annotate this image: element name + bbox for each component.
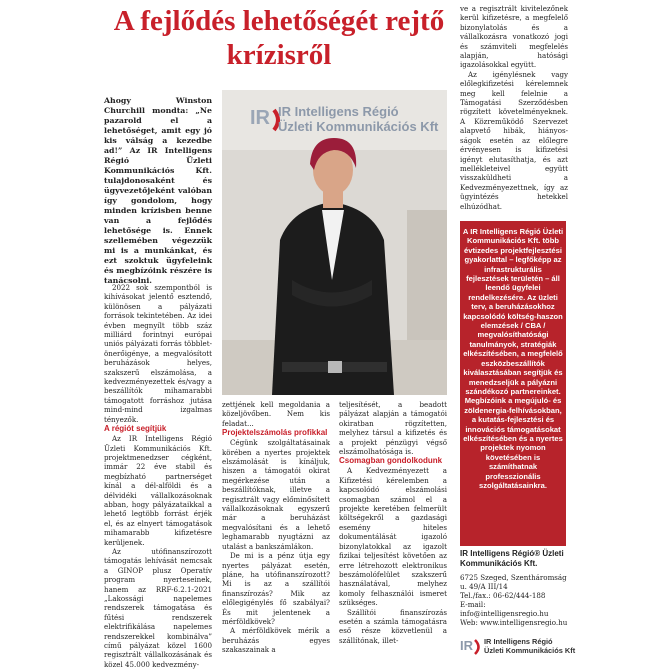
highlight-box: A IR Intelligens Régió Üzleti Kommunikációs Kft. több évtizedes projektfejlesztési gyakorlattal – legfőképp az infrastrukturális fejlesztések területén – áll leendő ügyfelei rendelkezésére. Az üzleti terv, a beruházásokhoz kapcsolódó költség-haszon elemzések / CBA / megvalósíthatósági tanulmányok, stratégiák elkészítésében, a megfelelő eszközbeszállítók kiválasztásában segítjük és menedzseljük a pályázni szándékozó partnereinket. Megbízóink a megújuló- és zöldenergia-felhívásokban, a kutatás-fejlesztési és innovációs támogatásokat elkészítésében és a nyertes projektek nyomon követésében is számíthatnak professzionális szolgáltatásainkra. bbox=[460, 221, 566, 546]
logo-line1: IR Intelligens Régió bbox=[484, 637, 553, 646]
contact-block bbox=[460, 549, 570, 627]
heading-package: Csomagban gondolkodunk bbox=[339, 456, 443, 466]
body-paragraph: Szállítói finanszírozás esetén a számla támogatásra eső része közvetlenül a szállítónak, illet- bbox=[339, 607, 447, 645]
wall-sign-line1: IR Intelligens Régió bbox=[278, 104, 399, 119]
heading-region: A régiót segítjük bbox=[104, 424, 167, 434]
column-2 bbox=[222, 400, 330, 655]
email: E-mail: info@intelligensregio.hu bbox=[460, 600, 549, 618]
footer-logo bbox=[460, 636, 580, 658]
body-paragraph: Az IR Intelligens Régió Üzleti Kommunikációs Kft. projektmenedzser cégként, immár 22 éve stabil és megbízható partnerséget kínál a dél-alföldi és a délvidéki vállalkozásoknak abban, hogy pályázataikkal a lehető legtöbb forrást érjék el, és az elnyert támogatások mihamarabb kifizetésre kerüljenek. bbox=[104, 434, 212, 547]
phone: Tel./fax.: 06-62/444-188 bbox=[460, 591, 546, 600]
portrait-photo bbox=[222, 90, 447, 395]
body-paragraph: teljesítését, a beadott pályázat alapján a támogatói okiratban rögzítetten, melyhez társul a kifizetés és a projekt pénzügyi végső elszámolhatósága is. bbox=[339, 400, 447, 457]
body-paragraph: zettjének kell megoldania a közeljövőben. Nem kis feladat... bbox=[222, 400, 330, 428]
column-1 bbox=[104, 283, 212, 669]
intro-paragraph: 2022 sok szempontból is kihívásokat jelentő esztendő, különösen a pályázati források tekintetében. Az idei évben megnyílt több száz milliárd forintnyi európai uniós pályázati forrás többlet-önerőigénye, a megvalósított beruházások helyes, szakszerű elszámolása, a kedvezményezettek és/vagy a beszállítók mihamarabbi támogatott forráshoz jutása mind-mind izgalmas tényezők. bbox=[104, 283, 212, 424]
body-paragraph: ve a regisztrált kivitelezőnek kerül kifizetésre, a megfelelő bizonylatolás és a vállalkozásra vonatkozó jogi és számviteli megfelelés alapján, hatósági igazolásokkal együtt. bbox=[460, 4, 568, 70]
address: 6725 Szeged, Szentháromság u. 49/A III/14 bbox=[460, 573, 567, 591]
column-3 bbox=[339, 400, 447, 645]
logo-line2: Üzleti Kommunikációs Kft bbox=[484, 646, 576, 655]
body-paragraph: De mi is a pénz útja egy nyertes pályázat esetén, pláne, ha utófinanszírozott? Mi is az a szállítói finanszírozás? Mik az előlegigénylés fő szabályai? És mit jelentenek a mérföldkövek? bbox=[222, 551, 330, 626]
wall-sign bbox=[278, 104, 438, 134]
article-title: A fejlődés lehetőségét rejtő krízisről bbox=[113, 5, 445, 71]
logo-mark: IR bbox=[460, 638, 473, 653]
logo-swoosh-icon bbox=[474, 639, 482, 655]
heading-project-accounting: Projektelszámolás profikkal bbox=[222, 428, 328, 438]
column-4 bbox=[460, 4, 568, 211]
body-paragraph: A Kedvezményezett a Kifizetési kérelemben a kapcsolódó elszámolási csomagban számol el a projekte keretében felmerült költségekről a gazdasági esemény hiteles dokumentálását igazoló bizonylatokkal az igazolt fizikai teljesítést követően az erre létrehozott elektronikus beszámolófelület szakszerű használatával, melyhez komoly felhasználói ismeret szükséges. bbox=[339, 466, 447, 608]
body-paragraph: Az igénylésnek vagy előlegkifizetési kérelemnek meg kell felelnie a Támogatási Szerződésben rögzített követelményeknek. A Közreműködő Szervezet alapvető hibák, hiányos-ságok esetén az előlegre érvényesen is kifizetési igényt elutasíthatja, és azt mellékleteivel együtt visszaküldheti a Kedvezményezettnek, így az ügyintézés hetekkel elhúzódhat. bbox=[460, 69, 568, 211]
body-paragraph: A mérföldkövek mérik a beruházás egyes szakaszainak a bbox=[222, 626, 330, 655]
portrait-illustration bbox=[222, 90, 447, 395]
body-paragraph: Az utófinanszírozott támogatás lehívását nemcsak a GINOP plusz Operatív program nyerteseinek, hanem az RRF-6.2.1-2021 „Lakossági napelemes rendszerek támogatása és fűtési rendszerek elektrifikálása napelemes rendszerekkel kombinálva” című pályázat közel 1600 regisztrált vállalkozásának és közel 45.000 kedvezmény- bbox=[104, 546, 212, 669]
company-name: IR Intelligens Régió® Üzleti Kommunikációs Kft. bbox=[460, 549, 564, 568]
logo-text bbox=[484, 637, 575, 655]
lead-paragraph: Ahogy Winston Churchill mondta: „Ne pazarold el a lehetőséget, amit egy jó kis válság a kezedbe ad!” Az IR Intelligens Régió Üzleti Kommunikációs Kft. tulajdonosaként és ügyvezetőjeként valóban így gondolom, hogy minden krízisben benne van a fejlődés lehetősége is. Ennek szellemében végezzük mi is a munkánkat, és ezt szoktuk ügyfeleink és megbízóink részére is tanácsolni. bbox=[104, 96, 212, 285]
wall-sign-line2: Üzleti Kommunikációs Kft bbox=[278, 119, 439, 134]
body-paragraph: Cégünk szolgáltatásainak körében a nyertes projektek elszámolását is kínáljuk, hiszen a támogatói okirat megérkezése után a beszállítóknak, illetve a regisztrált vagy előminősített vállalkozásoknak egyszerű már a beruházást megvalósítani és a lehető leghamarabb nyugtázni az utalást a bankszámlákon. bbox=[222, 438, 330, 551]
svg-text:IR: IR bbox=[250, 107, 270, 129]
website: Web: www.intelligensregio.hu bbox=[460, 618, 568, 627]
